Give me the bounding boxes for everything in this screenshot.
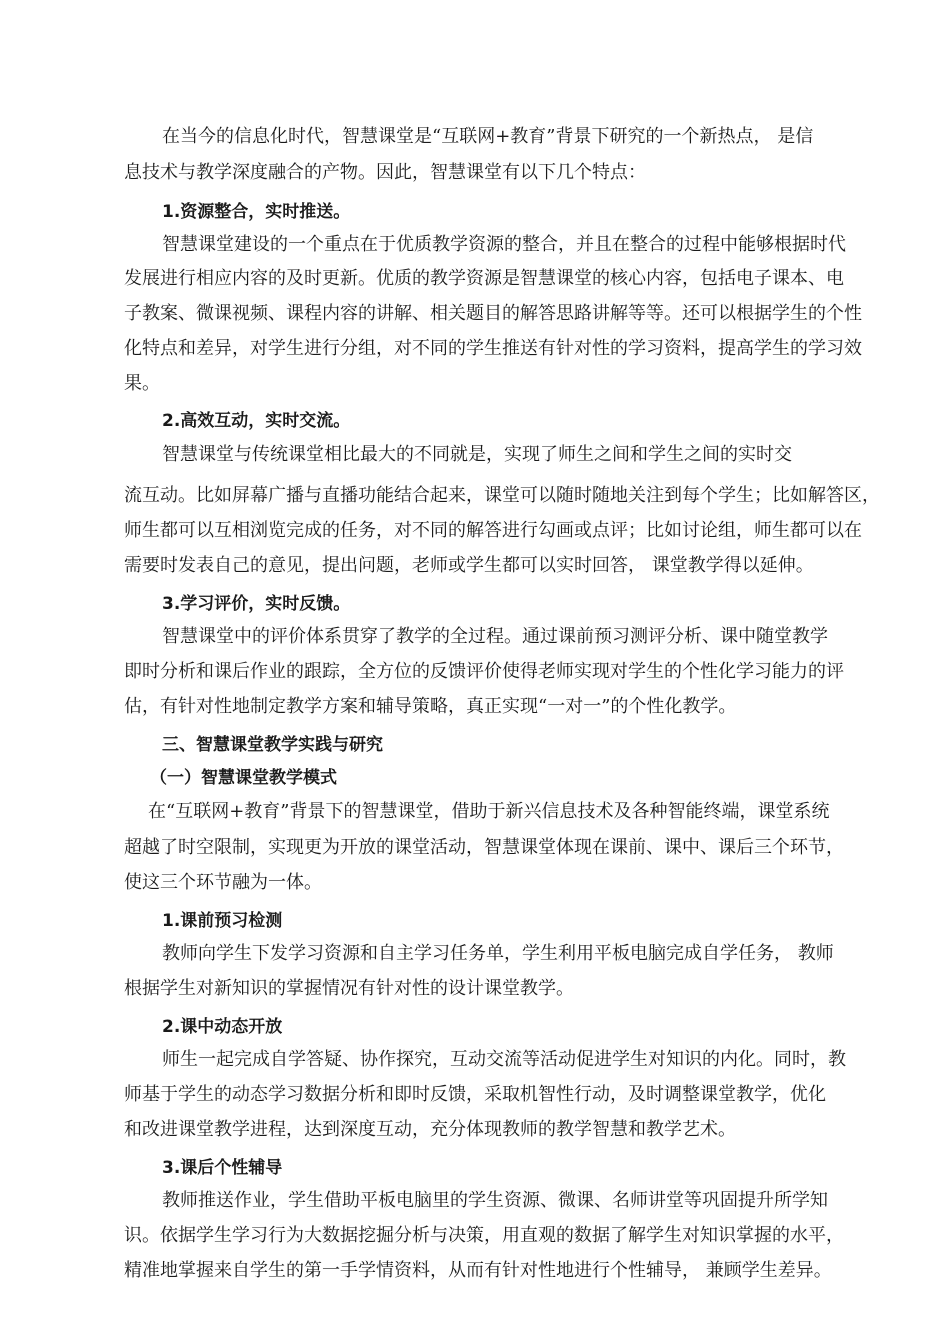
paragraph-line: 在“互联网+教育”背景下的智慧课堂，借助于新兴信息技术及各种智能终端，课堂系统 (148, 801, 830, 822)
paragraph-line: 超越了时空限制，实现更为开放的课堂活动，智慧课堂体现在课前、课中、课后三个环节， (124, 837, 844, 858)
paragraph-line: 根据学生对新知识的掌握情况有针对性的设计课堂教学。 (124, 978, 574, 999)
paragraph-line: 估，有针对性地制定教学方案和辅导策略，真正实现“一对一”的个性化教学。 (124, 696, 737, 717)
sub-heading: （一）智慧课堂教学模式 (150, 768, 337, 788)
paragraph-line: 教师推送作业，学生借助平板电脑里的学生资源、微课、名师讲堂等巩固提升所学知 (162, 1190, 828, 1211)
mode-heading-3: 3.课后个性辅导 (162, 1158, 283, 1178)
intro-line-1: 在当今的信息化时代，智慧课堂是“互联网+教育”背景下研究的一个新热点， 是信 (162, 126, 814, 147)
section-heading-1: 1.资源整合，实时推送。 (162, 202, 351, 222)
paragraph-line: 师生都可以互相浏览完成的任务，对不同的解答进行勾画或点评；比如讨论组，师生都可以在 (124, 520, 862, 541)
intro-line-2: 息技术与教学深度融合的产物。因此，智慧课堂有以下几个特点： (124, 162, 646, 183)
paragraph-line: 发展进行相应内容的及时更新。优质的教学资源是智慧课堂的核心内容，包括电子课本、电 (124, 268, 844, 289)
mode-heading-1: 1.课前预习检测 (162, 911, 283, 931)
paragraph-line: 精准地掌握来自学生的第一手学情资料，从而有针对性地进行个性辅导， 兼顾学生差异。 (124, 1260, 832, 1281)
paragraph-line: 果。 (124, 373, 160, 394)
paragraph-line: 和改进课堂教学进程，达到深度互动，充分体现教师的教学智慧和教学艺术。 (124, 1119, 736, 1140)
section-heading-2: 2.高效互动，实时交流。 (162, 411, 351, 431)
paragraph-line: 智慧课堂与传统课堂相比最大的不同就是，实现了师生之间和学生之间的实时交 (162, 444, 792, 465)
paragraph-line: 使这三个环节融为一体。 (124, 872, 322, 893)
paragraph-line: 师生一起完成自学答疑、协作探究，互动交流等活动促进学生对知识的内化。同时，教 (162, 1049, 846, 1070)
paragraph-line: 智慧课堂建设的一个重点在于优质教学资源的整合，并且在整合的过程中能够根据时代 (162, 234, 846, 255)
paragraph-line: 化特点和差异，对学生进行分组，对不同的学生推送有针对性的学习资料，提高学生的学习效 (124, 338, 862, 359)
paragraph-line: 即时分析和课后作业的跟踪，全方位的反馈评价使得老师实现对学生的个性化学习能力的评 (124, 661, 844, 682)
paragraph-line: 智慧课堂中的评价体系贯穿了教学的全过程。通过课前预习测评分析、课中随堂教学 (162, 626, 828, 647)
mode-heading-2: 2.课中动态开放 (162, 1017, 283, 1037)
paragraph-line: 需要时发表自己的意见，提出问题，老师或学生都可以实时回答， 课堂教学得以延伸。 (124, 555, 814, 576)
section-heading-3: 3.学习评价，实时反馈。 (162, 594, 351, 614)
paragraph-line: 识。依据学生学习行为大数据挖掘分析与决策，用直观的数据了解学生对知识掌握的水平， (124, 1225, 844, 1246)
paragraph-line: 流互动。比如屏幕广播与直播功能结合起来，课堂可以随时随地关注到每个学生；比如解答区， (124, 485, 880, 506)
paragraph-line: 子教案、微课视频、课程内容的讲解、相关题目的解答思路讲解等等。还可以根据学生的个性 (124, 303, 862, 324)
paragraph-line: 师基于学生的动态学习数据分析和即时反馈，采取机智性行动，及时调整课堂教学，优化 (124, 1084, 826, 1105)
paragraph-line: 教师向学生下发学习资源和自主学习任务单，学生利用平板电脑完成自学任务， 教师 (162, 943, 834, 964)
part-heading: 三、智慧课堂教学实践与研究 (162, 735, 383, 755)
